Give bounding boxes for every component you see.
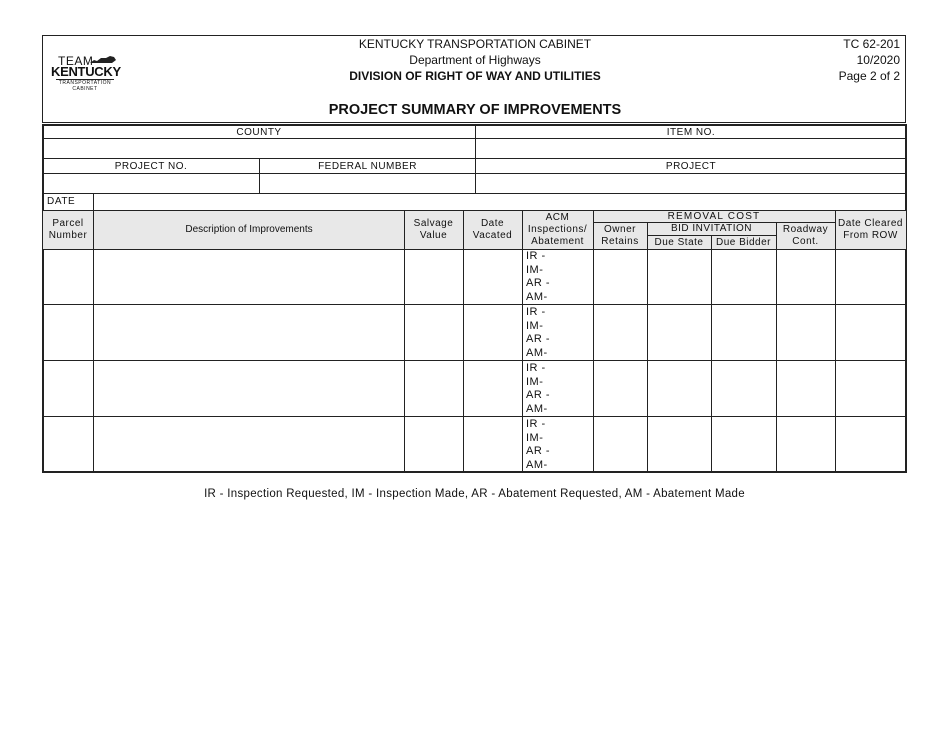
- logo-state-text: KENTUCKY: [51, 64, 121, 79]
- federal-number-label: FEDERAL NUMBER: [318, 161, 417, 172]
- col-due-state-header: Due State: [654, 237, 704, 248]
- logo-sub-line2: CABINET: [72, 85, 98, 92]
- date-field[interactable]: [94, 194, 905, 210]
- col-owner-header: Owner Retains: [601, 224, 639, 247]
- item-no-field[interactable]: [476, 139, 905, 158]
- col-parcel-header: Parcel Number: [48, 218, 88, 241]
- project-no-label: PROJECT NO.: [114, 161, 188, 172]
- form-title: PROJECT SUMMARY OF IMPROVEMENTS: [328, 102, 622, 118]
- page-number: Page 2 of 2: [838, 69, 900, 83]
- form-number: TC 62-201: [843, 37, 900, 51]
- acm-legend: IR - Inspection Requested, IM - Inspection Made, AR - Abatement Requested, AM - Abatement Made: [204, 488, 745, 500]
- col-salvage-header: Salvage Value: [413, 218, 454, 241]
- date-label: DATE: [47, 196, 76, 207]
- project-field[interactable]: [476, 174, 905, 193]
- table-row-2-acm[interactable]: IR - IM- AR - AM-: [526, 306, 550, 359]
- col-description-header: Description of Improvements: [185, 224, 313, 235]
- removal-cost-header: REMOVAL COST: [667, 211, 761, 222]
- form-revision-date: 10/2020: [856, 53, 900, 67]
- col-cleared-header: Date Cleared From ROW: [838, 218, 903, 241]
- federal-number-field[interactable]: [260, 174, 474, 193]
- logo-team-text: TEAM: [58, 54, 94, 68]
- logo-sub-line1: TRANSPORTATION: [58, 80, 112, 86]
- col-vacated-header: Date Vacated: [472, 218, 513, 241]
- division-name: DIVISION OF RIGHT OF WAY AND UTILITIES: [349, 69, 601, 83]
- department-name: Department of Highways: [409, 53, 541, 67]
- project-label: PROJECT: [665, 161, 717, 172]
- table-row-1-acm[interactable]: IR - IM- AR - AM-: [526, 250, 550, 303]
- col-acm-header: ACM Inspections/ Abatement: [527, 212, 588, 247]
- bid-invitation-header: BID INVITATION: [670, 223, 753, 234]
- county-label: COUNTY: [236, 127, 282, 138]
- project-no-field[interactable]: [44, 174, 258, 193]
- agency-name: KENTUCKY TRANSPORTATION CABINET: [358, 37, 592, 51]
- table-row-4-acm[interactable]: IR - IM- AR - AM-: [526, 418, 550, 471]
- table-row-3-acm[interactable]: IR - IM- AR - AM-: [526, 362, 550, 415]
- col-roadway-header: Roadway Cont.: [782, 224, 829, 247]
- kytc-logo: [50, 54, 122, 94]
- county-field[interactable]: [44, 139, 474, 158]
- item-no-label: ITEM NO.: [666, 127, 716, 138]
- col-due-bidder-header: Due Bidder: [715, 237, 772, 248]
